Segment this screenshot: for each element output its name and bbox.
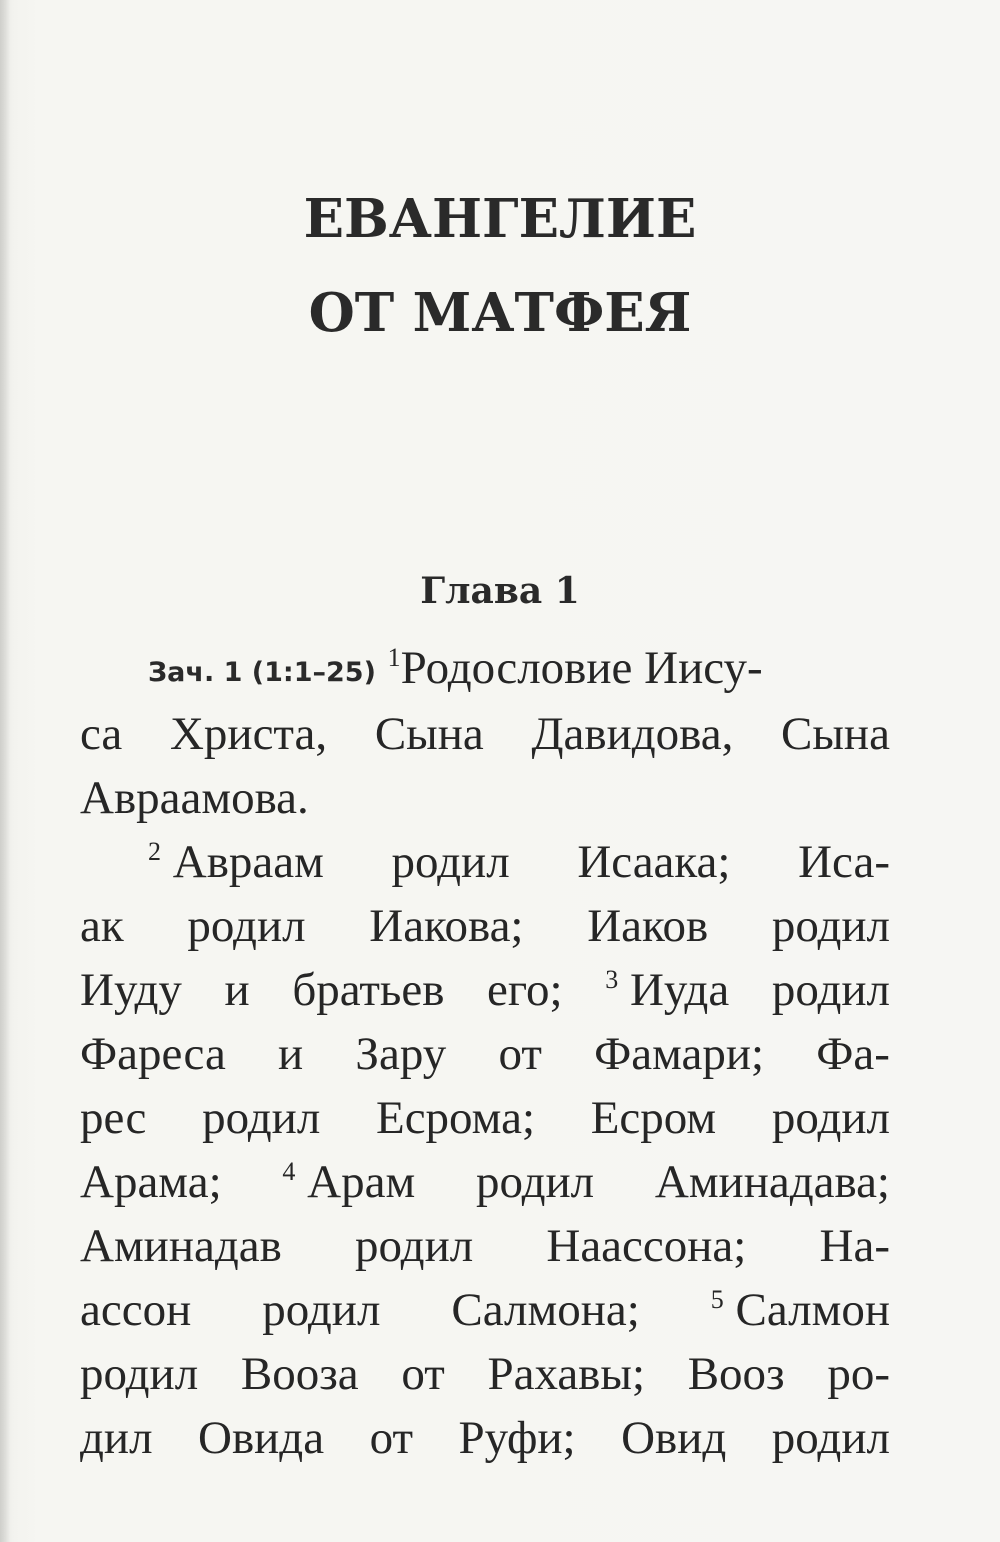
word: ассон: [80, 1284, 192, 1336]
word: Аминадав: [80, 1220, 282, 1272]
word: Овид: [621, 1412, 727, 1464]
word: Родословие: [400, 642, 633, 694]
word: Иису-: [644, 642, 763, 694]
word: Аминадава;: [654, 1156, 890, 1208]
word: дил: [80, 1412, 153, 1464]
text-line-7: [80, 1022, 890, 1086]
word: от: [369, 1412, 413, 1464]
text-line-2: [80, 702, 890, 766]
word: Вооза: [240, 1348, 359, 1400]
text-line-10: [80, 1214, 890, 1278]
word: ро-: [827, 1348, 890, 1400]
word: Иакова;: [369, 900, 524, 952]
word: рес: [80, 1092, 147, 1144]
word: Есром: [590, 1092, 717, 1144]
word: На-: [819, 1220, 890, 1272]
word: родил: [771, 900, 890, 952]
word: и: [224, 964, 250, 1016]
word: Арама;: [80, 1156, 222, 1208]
chapter-heading: Глава 1: [420, 570, 580, 612]
text-line-12: [80, 1342, 890, 1406]
word: ак: [80, 900, 124, 952]
word: Иуду: [80, 964, 182, 1016]
verse-number-1: 1: [387, 643, 401, 672]
word: Иса-: [798, 836, 890, 888]
word: родил: [202, 1092, 321, 1144]
word: Руфи;: [458, 1412, 576, 1464]
word: Зару: [355, 1028, 447, 1080]
word: са: [80, 708, 123, 760]
word: Сына: [374, 708, 484, 760]
word: от: [498, 1028, 542, 1080]
reading-reference: Зач. 1 (1:1–25): [148, 657, 376, 688]
text-line-4: 2 Авраам родил Исаака; Иса-: [148, 830, 890, 894]
text-line-8: [80, 1086, 890, 1150]
word: Фареса: [80, 1028, 226, 1080]
word: и: [278, 1028, 304, 1080]
word: родил: [262, 1284, 381, 1336]
word: Исаака;: [577, 836, 731, 888]
word: родил: [391, 836, 510, 888]
text-line-11: ассон родил Салмона; 5 Салмон: [80, 1278, 890, 1342]
book-title-line-1: ЕВАНГЕЛИЕ: [303, 188, 697, 250]
word: родил: [771, 1412, 890, 1464]
word: родил: [355, 1220, 474, 1272]
word: Сына: [781, 708, 890, 760]
text-line-6: Иуду и братьев его; 3 Иуда родил: [80, 958, 890, 1022]
text-line-1: [148, 636, 890, 700]
word: Иуда: [629, 964, 730, 1016]
word: Авраам: [172, 836, 324, 888]
word: Есрома;: [375, 1092, 535, 1144]
word: Авраамова.: [80, 772, 309, 824]
word: Вооз: [687, 1348, 785, 1400]
word: Давидова,: [531, 708, 734, 760]
text-line-3: [80, 766, 890, 830]
word: родил: [475, 1156, 595, 1208]
word: его;: [487, 964, 563, 1016]
word: Салмон: [735, 1284, 890, 1336]
word: Наассона;: [546, 1220, 747, 1272]
word: родил: [771, 1092, 890, 1144]
word: Рахавы;: [487, 1348, 646, 1400]
word: Фамари;: [594, 1028, 765, 1080]
word: братьев: [292, 964, 445, 1016]
word: Иаков: [587, 900, 709, 952]
word: Овида: [198, 1412, 325, 1464]
word: родил: [771, 964, 890, 1016]
text-line-9: Арама; 4 Арам родил Аминадава;: [80, 1150, 890, 1214]
word: Арам: [307, 1156, 416, 1208]
word: родил: [80, 1348, 199, 1400]
word: Фа-: [816, 1028, 890, 1080]
word: Салмона;: [451, 1284, 640, 1336]
word: родил: [187, 900, 306, 952]
text-line-13: [80, 1406, 890, 1470]
book-title-line-2: ОТ МАТФЕЯ: [308, 282, 692, 344]
text-line-5: [80, 894, 890, 958]
word: Христа,: [169, 708, 328, 760]
word: от: [401, 1348, 445, 1400]
